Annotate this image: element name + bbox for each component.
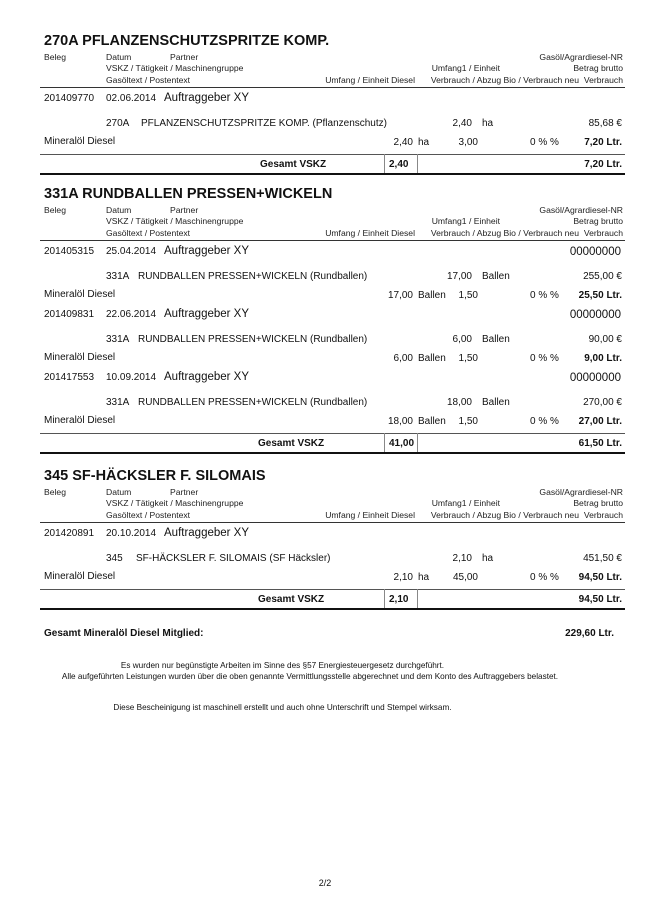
header-umfang-diesel: Umfang / Einheit Diesel <box>325 75 415 85</box>
vskz-code: 331A <box>106 334 130 345</box>
umfang-diesel-value: 18,00 <box>387 416 413 427</box>
gesamt-vskz-label: Gesamt VSKZ <box>258 594 325 605</box>
umfang1-value: 2,40 <box>452 118 472 129</box>
betrag-value: 451,50 € <box>583 553 622 564</box>
header-beleg: Beleg <box>44 205 66 215</box>
umfang1-unit: Ballen <box>482 271 510 282</box>
activity-text: RUNDBALLEN PRESSEN+WICKELN (Rundballen) <box>138 397 368 408</box>
auftraggeber-name: Auftraggeber XY <box>164 308 250 320</box>
umfang1-unit: ha <box>482 118 494 129</box>
gesamt-umfang: 41,00 <box>389 438 415 449</box>
umfang1-unit: Ballen <box>482 334 510 345</box>
entry-date: 02.06.2014 <box>106 93 157 104</box>
header-verbrauch-col: Verbrauch <box>583 75 623 85</box>
page-number: 2/2 <box>318 878 332 888</box>
header-betrag: Betrag brutto <box>573 216 623 226</box>
umfang1-value: 6,00 <box>452 334 472 345</box>
umfang1-unit: ha <box>482 553 494 564</box>
header-datum: Datum <box>106 487 132 497</box>
activity-text: SF-HÄCKSLER F. SILOMAIS (SF Häcksler) <box>136 553 331 564</box>
auftraggeber-name: Auftraggeber XY <box>164 245 250 257</box>
divider <box>40 154 625 155</box>
header-umfang1: Umfang1 / Einheit <box>431 63 500 73</box>
section-title: 331A RUNDBALLEN PRESSEN+WICKELN <box>44 186 333 202</box>
verbrauch-value: 45,00 <box>452 572 478 583</box>
verbrauch-value: 1,50 <box>458 290 478 301</box>
umfang-diesel-unit: Ballen <box>418 290 446 301</box>
gesamt-verbrauch: 7,20 Ltr. <box>584 159 622 170</box>
beleg-number: 201420891 <box>44 528 95 539</box>
header-gasoel-nr: Gasöl/Agrardiesel-NR <box>539 205 623 215</box>
section-title: 270A PFLANZENSCHUTZSPRITZE KOMP. <box>44 33 330 49</box>
betrag-value: 85,68 € <box>588 118 622 129</box>
header-verbrauch: Verbrauch / Abzug Bio / Verbrauch neu <box>430 510 579 520</box>
header-vskz: VSKZ / Tätigkeit / Maschinengruppe <box>106 498 244 508</box>
column-divider <box>384 589 385 608</box>
gasoel-nr: 00000000 <box>569 246 621 258</box>
note-vermittlungsstelle: Alle aufgeführten Leistungen wurden über die oben genannte Vermittlungsstelle abgerechnet und dem Konto des Auftraggebers belastet. <box>61 672 559 681</box>
verbrauch-value: 1,50 <box>458 353 478 364</box>
beleg-number: 201405315 <box>44 246 95 257</box>
mineraloel-label: Mineralöl Diesel <box>44 136 116 147</box>
header-verbrauch-col: Verbrauch <box>583 510 623 520</box>
abzug-bio-percent: 0 % % <box>530 353 559 364</box>
header-betrag: Betrag brutto <box>573 63 623 73</box>
column-divider <box>417 154 418 173</box>
gesamt-verbrauch: 61,50 Ltr. <box>578 438 622 449</box>
umfang-diesel-unit: Ballen <box>418 416 446 427</box>
column-divider <box>417 589 418 608</box>
mineraloel-label: Mineralöl Diesel <box>44 571 116 582</box>
header-gasoel-nr: Gasöl/Agrardiesel-NR <box>539 487 623 497</box>
divider <box>40 240 625 241</box>
vskz-code: 331A <box>106 397 130 408</box>
column-divider <box>417 433 418 452</box>
grand-total-value: 229,60 Ltr. <box>565 628 614 639</box>
umfang1-value: 17,00 <box>446 271 472 282</box>
header-verbrauch: Verbrauch / Abzug Bio / Verbrauch neu <box>430 75 579 85</box>
abzug-bio-percent: 0 % % <box>530 137 559 148</box>
beleg-number: 201409831 <box>44 309 95 320</box>
header-datum: Datum <box>106 52 132 62</box>
activity-text: PFLANZENSCHUTZSPRITZE KOMP. (Pflanzenschutz) <box>141 118 387 129</box>
gesamt-vskz-label: Gesamt VSKZ <box>258 438 325 449</box>
header-umfang-diesel: Umfang / Einheit Diesel <box>325 228 415 238</box>
header-beleg: Beleg <box>44 487 66 497</box>
beleg-number: 201409770 <box>44 93 95 104</box>
header-gasoeltext: Gasöltext / Postentext <box>106 510 191 520</box>
abzug-bio-percent: 0 % % <box>530 290 559 301</box>
gesamt-verbrauch: 94,50 Ltr. <box>578 594 622 605</box>
header-verbrauch: Verbrauch / Abzug Bio / Verbrauch neu <box>430 228 579 238</box>
activity-text: RUNDBALLEN PRESSEN+WICKELN (Rundballen) <box>138 271 368 282</box>
activity-text: RUNDBALLEN PRESSEN+WICKELN (Rundballen) <box>138 334 368 345</box>
umfang1-unit: Ballen <box>482 397 510 408</box>
gasoel-nr: 00000000 <box>569 372 621 384</box>
umfang-diesel-unit: Ballen <box>418 353 446 364</box>
header-gasoel-nr: Gasöl/Agrardiesel-NR <box>539 52 623 62</box>
grand-total-label: Gesamt Mineralöl Diesel Mitglied: <box>44 628 204 639</box>
umfang1-value: 18,00 <box>446 397 472 408</box>
umfang-diesel-unit: ha <box>418 572 430 583</box>
header-verbrauch-col: Verbrauch <box>583 228 623 238</box>
divider <box>40 87 625 88</box>
divider <box>40 173 625 175</box>
entry-date: 10.09.2014 <box>106 372 157 383</box>
mineraloel-label: Mineralöl Diesel <box>44 352 116 363</box>
entry-date: 25.04.2014 <box>106 246 157 257</box>
gesamt-vskz-label: Gesamt VSKZ <box>260 159 327 170</box>
header-gasoeltext: Gasöltext / Postentext <box>106 75 191 85</box>
verbrauch-neu-value: 27,00 Ltr. <box>578 416 622 427</box>
section-title: 345 SF-HÄCKSLER F. SILOMAIS <box>44 468 266 484</box>
auftraggeber-name: Auftraggeber XY <box>164 527 250 539</box>
gesamt-umfang: 2,10 <box>389 594 409 605</box>
header-vskz: VSKZ / Tätigkeit / Maschinengruppe <box>106 216 244 226</box>
umfang1-value: 2,10 <box>452 553 472 564</box>
mineraloel-label: Mineralöl Diesel <box>44 289 116 300</box>
umfang-diesel-unit: ha <box>418 137 430 148</box>
header-partner: Partner <box>170 205 199 215</box>
auftraggeber-name: Auftraggeber XY <box>164 92 250 104</box>
verbrauch-neu-value: 7,20 Ltr. <box>584 137 622 148</box>
umfang-diesel-value: 2,40 <box>393 137 413 148</box>
verbrauch-value: 1,50 <box>458 416 478 427</box>
note-maschinell: Diese Bescheinigung ist maschinell erstellt und auch ohne Unterschrift und Stempel wirksam. <box>113 703 452 712</box>
vskz-code: 331A <box>106 271 130 282</box>
header-umfang1: Umfang1 / Einheit <box>431 216 500 226</box>
divider <box>40 522 625 523</box>
verbrauch-neu-value: 9,00 Ltr. <box>584 353 622 364</box>
betrag-value: 270,00 € <box>583 397 622 408</box>
abzug-bio-percent: 0 % % <box>530 572 559 583</box>
umfang-diesel-value: 2,10 <box>393 572 413 583</box>
divider <box>40 608 625 610</box>
column-divider <box>384 154 385 173</box>
divider <box>40 589 625 590</box>
beleg-number: 201417553 <box>44 372 95 383</box>
header-umfang1: Umfang1 / Einheit <box>431 498 500 508</box>
header-beleg: Beleg <box>44 52 66 62</box>
header-gasoeltext: Gasöltext / Postentext <box>106 228 191 238</box>
header-partner: Partner <box>170 52 199 62</box>
column-divider <box>384 433 385 452</box>
verbrauch-value: 3,00 <box>458 137 478 148</box>
umfang-diesel-value: 17,00 <box>387 290 413 301</box>
header-betrag: Betrag brutto <box>573 498 623 508</box>
header-datum: Datum <box>106 205 132 215</box>
note-energiesteuer: Es wurden nur begünstigte Arbeiten im Sinne des §57 Energiesteuergesetz durchgeführt. <box>120 661 445 670</box>
vskz-code: 270A <box>106 118 130 129</box>
entry-date: 20.10.2014 <box>106 528 157 539</box>
mineraloel-label: Mineralöl Diesel <box>44 415 116 426</box>
header-umfang-diesel: Umfang / Einheit Diesel <box>325 510 415 520</box>
entry-date: 22.06.2014 <box>106 309 157 320</box>
verbrauch-neu-value: 94,50 Ltr. <box>578 572 622 583</box>
vskz-code: 345 <box>106 553 123 564</box>
gesamt-umfang: 2,40 <box>389 159 409 170</box>
umfang-diesel-value: 6,00 <box>393 353 413 364</box>
verbrauch-neu-value: 25,50 Ltr. <box>578 290 622 301</box>
betrag-value: 255,00 € <box>583 271 622 282</box>
gasoel-nr: 00000000 <box>569 309 621 321</box>
abzug-bio-percent: 0 % % <box>530 416 559 427</box>
header-partner: Partner <box>170 487 199 497</box>
divider <box>40 433 625 434</box>
divider <box>40 452 625 454</box>
header-vskz: VSKZ / Tätigkeit / Maschinengruppe <box>106 63 244 73</box>
auftraggeber-name: Auftraggeber XY <box>164 371 250 383</box>
betrag-value: 90,00 € <box>588 334 622 345</box>
